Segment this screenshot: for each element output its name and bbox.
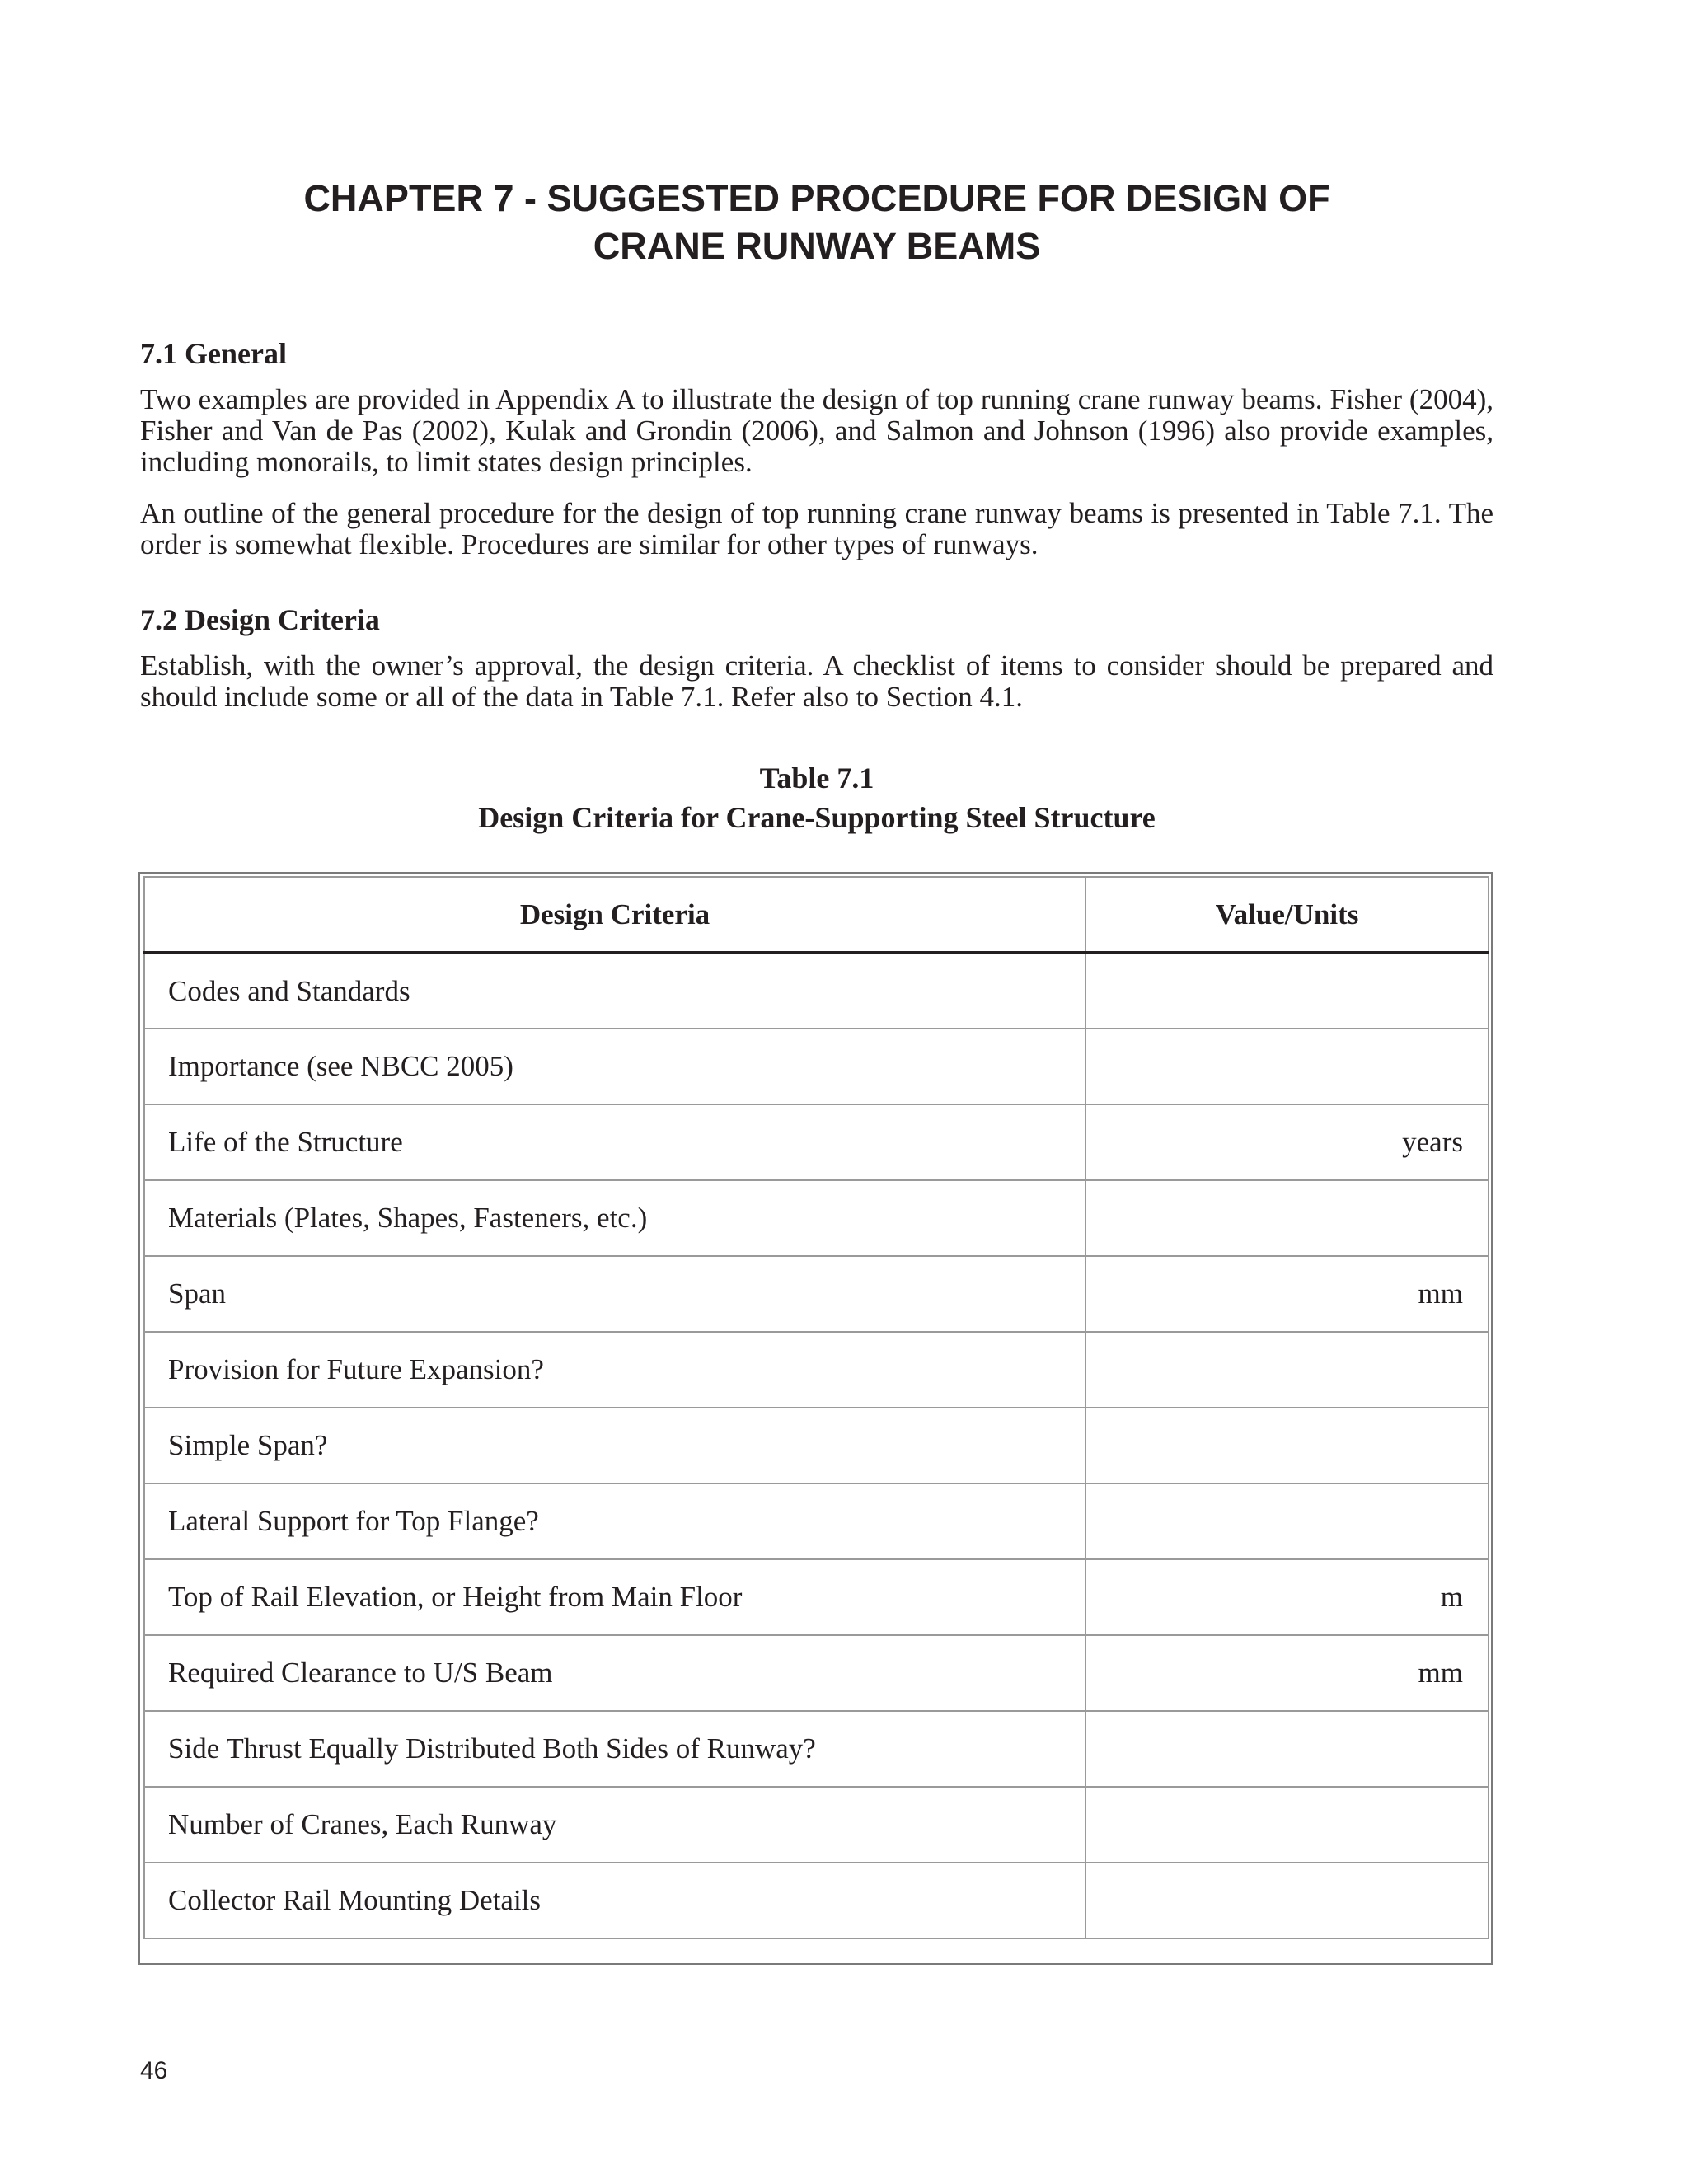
table-header-row <box>144 877 1489 953</box>
section-heading-general: 7.1 General <box>140 337 287 370</box>
table-row <box>144 1559 1489 1635</box>
criteria-cell: Provision for Future Expansion? <box>144 1332 1085 1408</box>
table-row <box>144 1635 1489 1711</box>
value-units-cell <box>1085 1863 1489 1938</box>
section-heading-design-criteria: 7.2 Design Criteria <box>140 603 380 636</box>
table-row <box>144 1104 1489 1180</box>
table-body <box>144 953 1489 1938</box>
criteria-cell: Materials (Plates, Shapes, Fasteners, etc.) <box>144 1180 1085 1256</box>
criteria-cell: Side Thrust Equally Distributed Both Sides of Runway? <box>144 1711 1085 1787</box>
chapter-title-line-2: CRANE RUNWAY BEAMS <box>593 225 1041 267</box>
value-units-cell <box>1085 1029 1489 1104</box>
table-row <box>144 1863 1489 1938</box>
value-units-cell <box>1085 1408 1489 1483</box>
table-row <box>144 1029 1489 1104</box>
criteria-cell: Lateral Support for Top Flange? <box>144 1483 1085 1559</box>
value-units-cell: m <box>1085 1559 1489 1635</box>
criteria-cell: Number of Cranes, Each Runway <box>144 1787 1085 1863</box>
header-value-units: Value/Units <box>1085 877 1489 953</box>
criteria-cell: Life of the Structure <box>144 1104 1085 1180</box>
table-row <box>144 1256 1489 1332</box>
table-title: Design Criteria for Crane-Supporting Steel Structure <box>478 801 1156 834</box>
table-row <box>144 1180 1489 1256</box>
paragraph-design-criteria: Establish, with the owner’s approval, the design criteria. A checklist of items to consider should be prepared and should include some or all of the data in Table 7.1. Refer also to Section 4.1. <box>140 649 1493 713</box>
criteria-cell: Collector Rail Mounting Details <box>144 1863 1085 1938</box>
value-units-cell <box>1085 953 1489 1029</box>
table-row <box>144 1332 1489 1408</box>
value-units-cell <box>1085 1483 1489 1559</box>
value-units-cell <box>1085 1332 1489 1408</box>
table-caption <box>140 758 1493 837</box>
paragraph-general-2: An outline of the general procedure for the design of top running crane runway beams is presented in Table 7.1. The order is somewhat flexible. Procedures are similar for other types of runways. <box>140 497 1493 560</box>
value-units-cell: years <box>1085 1104 1489 1180</box>
table-row <box>144 953 1489 1029</box>
chapter-title-line-1: CHAPTER 7 - SUGGESTED PROCEDURE FOR DESIGN OF <box>303 177 1330 219</box>
table-row <box>144 1483 1489 1559</box>
criteria-cell: Importance (see NBCC 2005) <box>144 1029 1085 1104</box>
design-criteria-table <box>143 876 1489 1939</box>
header-design-criteria: Design Criteria <box>144 877 1085 953</box>
table-row <box>144 1787 1489 1863</box>
criteria-cell: Required Clearance to U/S Beam <box>144 1635 1085 1711</box>
criteria-cell: Top of Rail Elevation, or Height from Main Floor <box>144 1559 1085 1635</box>
table-row <box>144 1408 1489 1483</box>
table-row <box>144 1711 1489 1787</box>
criteria-cell: Span <box>144 1256 1085 1332</box>
value-units-cell <box>1085 1787 1489 1863</box>
chapter-title <box>140 175 1493 270</box>
criteria-cell: Simple Span? <box>144 1408 1085 1483</box>
page-number: 46 <box>140 2057 168 2084</box>
value-units-cell: mm <box>1085 1635 1489 1711</box>
criteria-cell: Codes and Standards <box>144 953 1085 1029</box>
value-units-cell <box>1085 1180 1489 1256</box>
table-number: Table 7.1 <box>759 762 874 794</box>
value-units-cell: mm <box>1085 1256 1489 1332</box>
value-units-cell <box>1085 1711 1489 1787</box>
paragraph-general-1: Two examples are provided in Appendix A to illustrate the design of top running crane runway beams. Fisher (2004), Fisher and Van de Pas (2002), Kulak and Grondin (2006), and Salmon and Johnson (1996) also provide examples, including monorails, to limit states design principles. <box>140 383 1493 478</box>
